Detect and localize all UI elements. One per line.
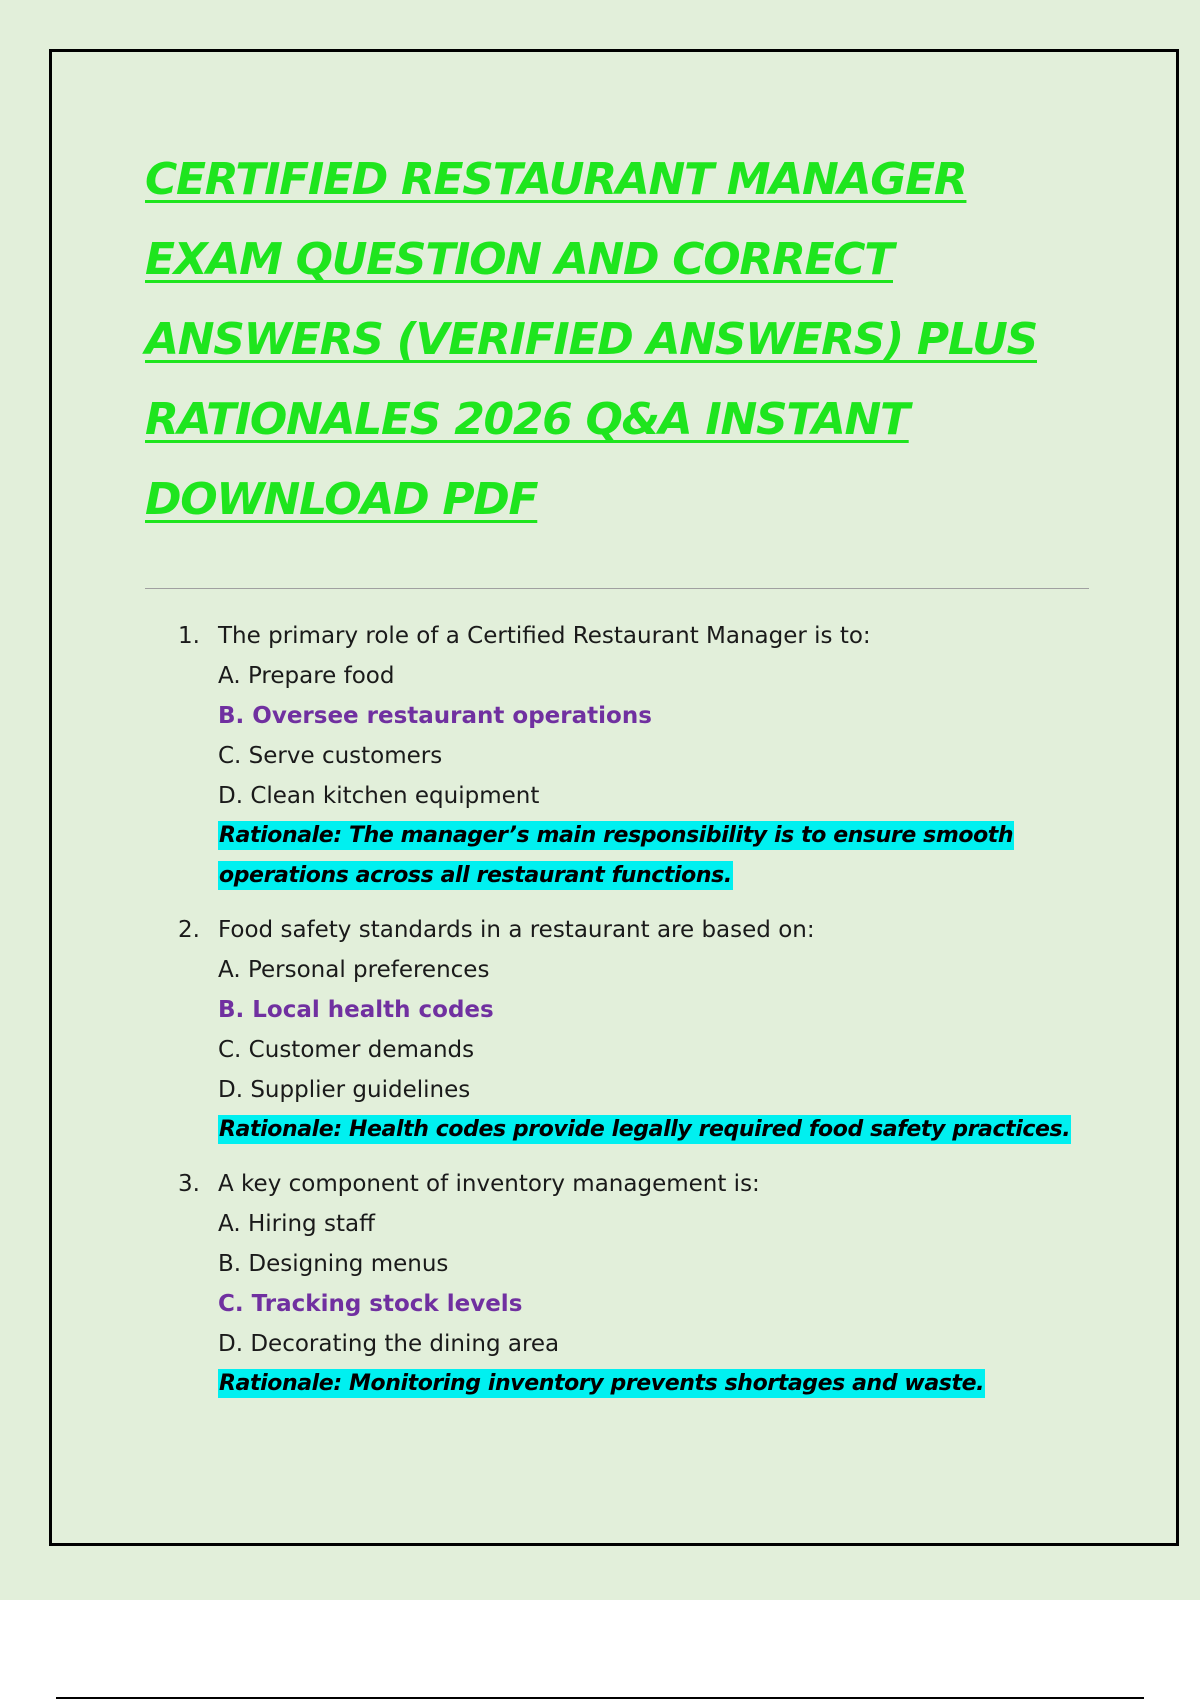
option-a: A. Hiring staff [218,1211,375,1237]
question-text: The primary role of a Certified Restaurant Manager is to: [218,623,871,649]
question-text: Food safety standards in a restaurant are based on: [218,917,815,943]
option-d: D. Decorating the dining area [218,1331,560,1357]
option-d: D. Clean kitchen equipment [218,783,540,809]
question-number: 2. [178,917,200,943]
footer-divider [56,1697,1144,1699]
option-c-correct-answer: C. Tracking stock levels [218,1291,523,1317]
question-list [178,616,1098,1418]
option-c: C. Customer demands [218,1037,475,1063]
rationale-text: Rationale: The manager’s main responsibility is to ensure smooth operations across all restaurant functions. [219,823,1014,888]
option-a: A. Prepare food [218,663,395,689]
question-2 [178,910,1098,1150]
option-d: D. Supplier guidelines [218,1077,471,1103]
rationale-text: Rationale: Monitoring inventory prevents shortages and waste. [219,1371,985,1396]
document-title: CERTIFIED RESTAURANT MANAGER EXAM QUESTION AND CORRECT ANSWERS (VERIFIED ANSWERS) PLUS RATIONALES 2026 Q&A INSTANT DOWNLOAD PDF [145,154,1037,525]
question-number: 1. [178,623,200,649]
rationale-text: Rationale: Health codes provide legally required food safety practices. [219,1117,1071,1142]
rationale [218,1110,1098,1150]
question-number: 3. [178,1171,200,1197]
rationale [218,816,1098,896]
rationale [218,1364,1098,1404]
question-2-stem [178,910,1098,950]
option-c: C. Serve customers [218,743,443,769]
title-divider [145,588,1089,589]
option-b: B. Designing menus [218,1251,449,1277]
question-1 [178,616,1098,896]
option-a: A. Personal preferences [218,957,490,983]
question-3-stem [178,1164,1098,1204]
question-text: A key component of inventory management is: [218,1171,760,1197]
question-1-stem [178,616,1098,656]
option-b-correct-answer: B. Oversee restaurant operations [218,703,652,729]
option-b-correct-answer: B. Local health codes [218,997,494,1023]
question-3 [178,1164,1098,1404]
